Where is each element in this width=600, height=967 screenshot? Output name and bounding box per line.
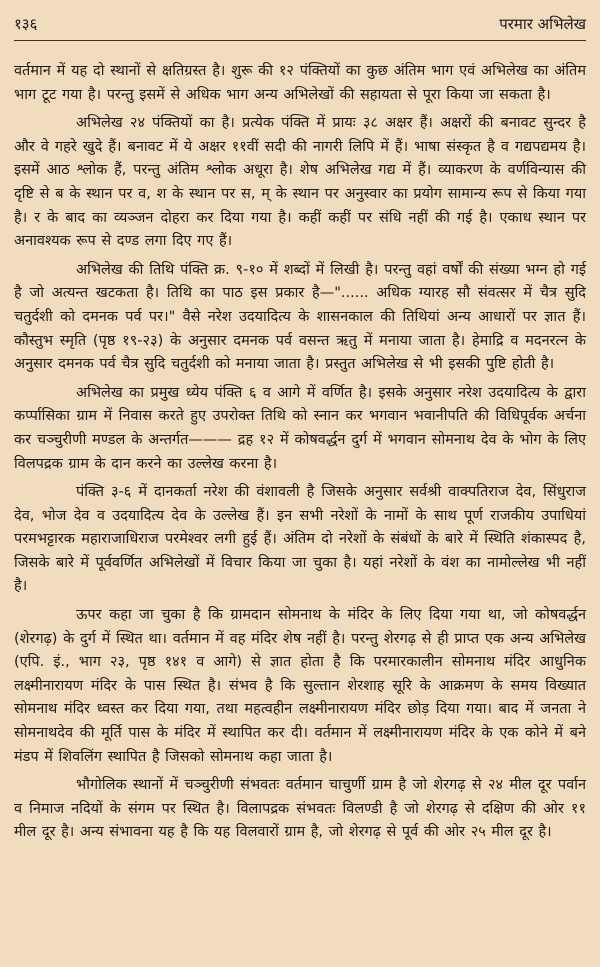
page-header: [14, 8, 586, 34]
paragraph-geography: भौगोलिक स्थानों में चञ्चुरीणी संभवतः वर्तमान चाचुर्णी ग्राम है जो शेरगढ़ से २४ मील दूर पर्वान व निमाज नदियों के संगम पर स्थित है। विलापद्रक संभवतः विलण्डी है जो शेरगढ़ से दक्षिण की ओर ११ मील दूर है। अन्य संभावना यह है कि यह विलवारों ग्राम है, जो शेरगढ़ से पूर्व की ओर २५ मील दूर है।: [14, 777, 586, 841]
header-divider: [14, 40, 586, 41]
paragraph-purpose: अभिलेख का प्रमुख ध्येय पंक्ति ६ व आगे में वर्णित है। इसके अनुसार नरेश उदयादित्य के द्वारा कर्प्पासिका ग्राम में निवास करते हुए उपरोक्त तिथि को स्नान कर भगवान भवानीपति की विधिपूर्वक अर्चना कर चञ्चुरीणी मण्डल के अन्तर्गत——— द्रह १२ में कोषवर्द्धन दुर्ग में भगवान सोमनाथ देव के भोग के लिए विलपद्रक ग्राम के दान करने का उल्लेख करना है।: [14, 384, 586, 472]
page-number: १३६: [14, 15, 38, 33]
paragraph-date: अभिलेख की तिथि पंक्ति क्र. ९-१० में शब्दों में लिखी है। परन्तु वहां वर्षों की संख्या भग्न हो गई है जो अत्यन्त खटकता है। तिथि का पाठ इस प्रकार है—"...... अधिक ग्यारह सौ संवत्सर में चैत्र सुदि चतुर्दशी को दमनक पर्व पर।" वैसे नरेश उदयादित्य के शासनकाल की तिथियां अन्य आधारों पर ज्ञात हैं। कौस्तुभ स्मृति (पृष्ठ १९-२३) के अनुसार दमनक पर्व वसन्त ऋतु में मनाया जाता है। हेमाद्रि व मदनरत्न के अनुसार दमनक पर्व चैत्र सुदि चतुर्दशी को मनाया जाता है। प्रस्तुत अभिलेख से भी इसकी पुष्टि होती है।: [14, 261, 586, 373]
running-title: परमार अभिलेख: [499, 15, 586, 33]
paragraph-genealogy: पंक्ति ३-६ में दानकर्ता नरेश की वंशावली है जिसके अनुसार सर्वश्री वाक्पतिराज देव, सिंधुराज देव, भोज देव व उदयादित्य देव के उल्लेख हैं। इन सभी नरेशों के नामों के साथ पूर्ण राजकीय उपाधियां परमभट्टारक महाराजाधिराज परमेश्वर लगी हुई हैं। अंतिम दो नरेशों के संबंधों के बारे में स्थिति शंकास्पद है, जिसके बारे में पूर्ववर्णित अभिलेखों में विचार किया जा चुका है। यहां नरेशों के वंश का नामोल्लेख भी नहीं है।: [14, 484, 586, 595]
paragraph-damage: वर्तमान में यह दो स्थानों से क्षतिग्रस्त है। शुरू की १२ पंक्तियों का कुछ अंतिम भाग एवं अभिलेख का अंतिम भाग टूट गया है। परन्तु इसमें से अधिक भाग अन्य अभिलेखों की सहायता से पूरा किया जा सकता है।: [14, 63, 586, 103]
paragraph-temple: ऊपर कहा जा चुका है कि ग्रामदान सोमनाथ के मंदिर के लिए दिया गया था, जो कोषवर्द्धन (शेरगढ़) के दुर्ग में स्थित था। वर्तमान में वह मंदिर शेष नहीं है। परन्तु शेरगढ़ से ही प्राप्त एक अन्य अभिलेख (एपि. इं., भाग २३, पृष्ठ १४१ व आगे) से ज्ञात होता है कि परमारकालीन सोमनाथ मंदिर आधुनिक लक्ष्मीनारायण मंदिर के पास स्थित है। संभव है कि सुल्तान शेरशाह सूरि के आक्रमण के समय विख्यात सोमनाथ मंदिर ध्वस्त कर दिया गया, तथा महत्वहीन लक्ष्मीनारायण मंदिर छोड़ दिया गया। बाद में जनता ने सोमनाथदेव की मूर्ति पास के मंदिर में स्थापित कर दी। वर्तमान में लक्ष्मीनारायण मंदिर के एक कोने में बने मंडप में शिवलिंग स्थापित है जिसको सोमनाथ कहा जाता है।: [14, 607, 586, 765]
page-body: [14, 60, 586, 845]
paragraph-script-language: अभिलेख २४ पंक्तियों का है। प्रत्येक पंक्ति में प्रायः ३८ अक्षर हैं। अक्षरों की बनावट सुन्दर है और वे गहरे खुदे हैं। बनावट में ये अक्षर ११वीं सदी की नागरी लिपि में हैं। भाषा संस्कृत है व गद्यपद्यमय है। इसमें आठ श्लोक हैं, परन्तु अंतिम श्लोक अधूरा है। शेष अभिलेख गद्य में हैं। व्याकरण के वर्णविन्यास की दृष्टि से ब के स्थान पर व, श के स्थान पर स, म् के स्थान पर अनुस्वार का प्रयोग सामान्य रूप से किया गया है। र के बाद का व्यञ्जन दोहरा कर दिया गया है। कहीं कहीं पर संधि नहीं की गई है। एकाध स्थान पर अनावश्यक रूप से दण्ड लगा दिए गए हैं।: [14, 115, 586, 250]
